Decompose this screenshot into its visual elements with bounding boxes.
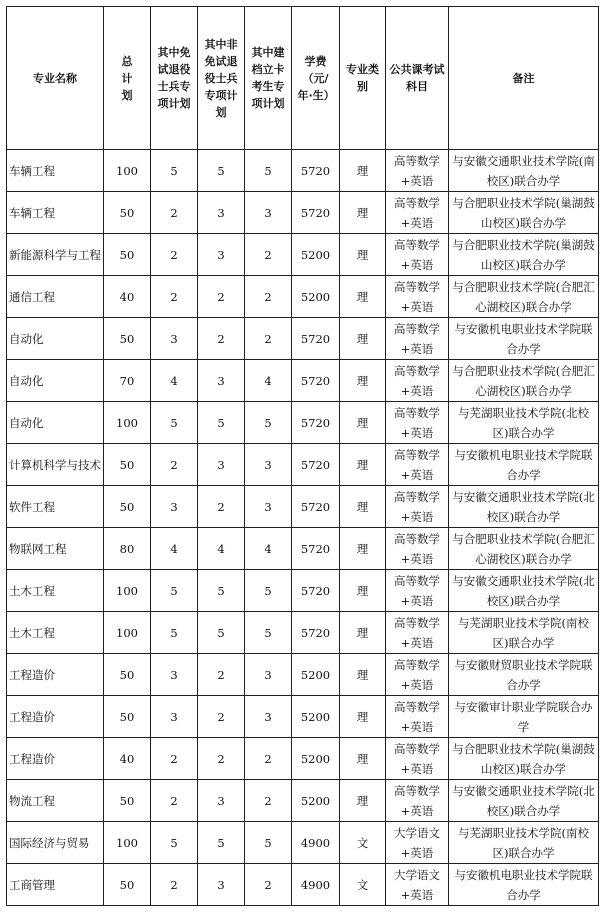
cell-note: 与合肥职业技术学院(巢湖鼓山校区)联合办学 [449, 234, 599, 276]
cell-category: 理 [340, 276, 386, 318]
cell-veteran-exempt: 5 [151, 612, 198, 654]
table-row [7, 402, 599, 444]
cell-veteran-exempt: 2 [151, 192, 198, 234]
cell-exam: 高等数学+英语 [386, 486, 449, 528]
table-row [7, 234, 599, 276]
cell-total: 50 [104, 486, 151, 528]
cell-major: 土木工程 [7, 612, 104, 654]
cell-note: 与合肥职业技术学院(巢湖鼓山校区)联合办学 [449, 192, 599, 234]
cell-category: 理 [340, 150, 386, 192]
table-row [7, 864, 599, 906]
cell-poverty: 3 [245, 192, 292, 234]
cell-total: 50 [104, 780, 151, 822]
cell-veteran-exempt: 3 [151, 654, 198, 696]
cell-veteran-nonexempt: 3 [198, 360, 245, 402]
cell-exam: 高等数学+英语 [386, 528, 449, 570]
table-row [7, 192, 599, 234]
cell-total: 100 [104, 402, 151, 444]
cell-note: 与安徽机电职业技术学院联合办学 [449, 444, 599, 486]
cell-total: 100 [104, 570, 151, 612]
cell-poverty: 5 [245, 570, 292, 612]
cell-exam: 高等数学+英语 [386, 318, 449, 360]
cell-tuition: 5720 [292, 402, 340, 444]
cell-veteran-nonexempt: 2 [198, 654, 245, 696]
cell-tuition: 5720 [292, 570, 340, 612]
cell-exam: 高等数学+英语 [386, 360, 449, 402]
cell-exam: 高等数学+英语 [386, 402, 449, 444]
enrollment-plan-table [6, 6, 599, 906]
cell-veteran-nonexempt: 5 [198, 570, 245, 612]
header-major: 专业名称 [7, 7, 104, 150]
cell-major: 通信工程 [7, 276, 104, 318]
table-row [7, 318, 599, 360]
cell-exam: 高等数学+英语 [386, 276, 449, 318]
cell-category: 理 [340, 528, 386, 570]
cell-major: 物联网工程 [7, 528, 104, 570]
cell-total: 100 [104, 822, 151, 864]
cell-veteran-exempt: 5 [151, 402, 198, 444]
cell-poverty: 5 [245, 402, 292, 444]
cell-major: 国际经济与贸易 [7, 822, 104, 864]
cell-veteran-nonexempt: 3 [198, 444, 245, 486]
cell-exam: 高等数学+英语 [386, 612, 449, 654]
header-tuition: 学费（元/年·生） [292, 7, 340, 150]
cell-tuition: 5720 [292, 150, 340, 192]
cell-major: 自动化 [7, 360, 104, 402]
cell-note: 与芜湖职业技术学院(南校区)联合办学 [449, 822, 599, 864]
cell-veteran-nonexempt: 2 [198, 696, 245, 738]
cell-note: 与安徽交通职业技术学院(北校区)联合办学 [449, 486, 599, 528]
cell-category: 文 [340, 822, 386, 864]
cell-tuition: 5720 [292, 612, 340, 654]
cell-veteran-exempt: 3 [151, 696, 198, 738]
cell-total: 50 [104, 696, 151, 738]
cell-veteran-exempt: 4 [151, 528, 198, 570]
cell-category: 理 [340, 738, 386, 780]
cell-poverty: 2 [245, 234, 292, 276]
header-poverty: 其中建档立卡考生专项计划 [245, 7, 292, 150]
table-row [7, 570, 599, 612]
table-row [7, 654, 599, 696]
cell-major: 土木工程 [7, 570, 104, 612]
cell-category: 文 [340, 864, 386, 906]
header-category: 专业类别 [340, 7, 386, 150]
cell-veteran-exempt: 2 [151, 738, 198, 780]
cell-category: 理 [340, 570, 386, 612]
cell-veteran-nonexempt: 4 [198, 528, 245, 570]
cell-tuition: 5200 [292, 234, 340, 276]
cell-tuition: 5720 [292, 360, 340, 402]
cell-total: 80 [104, 528, 151, 570]
cell-veteran-nonexempt: 3 [198, 864, 245, 906]
cell-major: 工程造价 [7, 654, 104, 696]
cell-poverty: 3 [245, 696, 292, 738]
cell-major: 自动化 [7, 402, 104, 444]
table-row [7, 822, 599, 864]
table-row [7, 360, 599, 402]
header-total: 总计划 [104, 7, 151, 150]
cell-veteran-exempt: 2 [151, 444, 198, 486]
cell-veteran-nonexempt: 5 [198, 150, 245, 192]
cell-veteran-nonexempt: 3 [198, 780, 245, 822]
cell-veteran-exempt: 5 [151, 822, 198, 864]
cell-poverty: 3 [245, 654, 292, 696]
cell-total: 50 [104, 864, 151, 906]
table-row [7, 150, 599, 192]
table-row [7, 780, 599, 822]
cell-note: 与合肥职业技术学院(合肥汇心湖校区)联合办学 [449, 360, 599, 402]
cell-veteran-nonexempt: 2 [198, 276, 245, 318]
cell-total: 50 [104, 318, 151, 360]
cell-veteran-exempt: 3 [151, 318, 198, 360]
cell-total: 50 [104, 192, 151, 234]
cell-poverty: 2 [245, 276, 292, 318]
cell-total: 50 [104, 654, 151, 696]
table-row [7, 444, 599, 486]
cell-veteran-nonexempt: 5 [198, 822, 245, 864]
cell-category: 理 [340, 780, 386, 822]
cell-veteran-nonexempt: 2 [198, 486, 245, 528]
cell-veteran-nonexempt: 5 [198, 612, 245, 654]
cell-tuition: 5200 [292, 780, 340, 822]
cell-category: 理 [340, 486, 386, 528]
cell-category: 理 [340, 402, 386, 444]
cell-tuition: 5200 [292, 276, 340, 318]
table-row [7, 612, 599, 654]
cell-note: 与芜湖职业技术学院(北校区)联合办学 [449, 402, 599, 444]
cell-major: 自动化 [7, 318, 104, 360]
cell-note: 与安徽交通职业技术学院(北校区)联合办学 [449, 780, 599, 822]
cell-tuition: 4900 [292, 864, 340, 906]
cell-major: 工程造价 [7, 696, 104, 738]
cell-exam: 高等数学+英语 [386, 780, 449, 822]
cell-note: 与安徽审计职业学院联合办学 [449, 696, 599, 738]
cell-tuition: 5720 [292, 192, 340, 234]
cell-note: 与合肥职业技术学院(合肥汇心湖校区)联合办学 [449, 276, 599, 318]
cell-note: 与安徽交通职业技术学院(南校区)联合办学 [449, 150, 599, 192]
cell-major: 新能源科学与工程 [7, 234, 104, 276]
cell-poverty: 2 [245, 738, 292, 780]
cell-category: 理 [340, 234, 386, 276]
cell-total: 100 [104, 150, 151, 192]
cell-poverty: 3 [245, 444, 292, 486]
cell-poverty: 2 [245, 780, 292, 822]
cell-exam: 大学语文+英语 [386, 864, 449, 906]
table-row [7, 276, 599, 318]
cell-note: 与安徽财贸职业技术学院联合办学 [449, 654, 599, 696]
cell-poverty: 2 [245, 864, 292, 906]
cell-major: 计算机科学与技术 [7, 444, 104, 486]
cell-veteran-nonexempt: 3 [198, 234, 245, 276]
table-row [7, 696, 599, 738]
header-exam: 公共课考试科目 [386, 7, 449, 150]
cell-exam: 高等数学+英语 [386, 444, 449, 486]
cell-veteran-exempt: 5 [151, 570, 198, 612]
cell-note: 与合肥职业技术学院(巢湖鼓山校区)联合办学 [449, 738, 599, 780]
header-veteran-nonexempt: 其中非免试退役士兵专项计划 [198, 7, 245, 150]
cell-note: 与安徽机电职业技术学院联合办学 [449, 864, 599, 906]
cell-tuition: 5200 [292, 696, 340, 738]
cell-exam: 高等数学+英语 [386, 192, 449, 234]
cell-veteran-exempt: 2 [151, 780, 198, 822]
cell-category: 理 [340, 654, 386, 696]
header-row [7, 7, 599, 150]
cell-major: 车辆工程 [7, 150, 104, 192]
cell-note: 与芜湖职业技术学院(南校区)联合办学 [449, 612, 599, 654]
cell-major: 车辆工程 [7, 192, 104, 234]
table-row [7, 528, 599, 570]
cell-tuition: 4900 [292, 822, 340, 864]
cell-total: 50 [104, 234, 151, 276]
cell-category: 理 [340, 318, 386, 360]
enrollment-plan-document [6, 6, 599, 906]
header-note: 备注 [449, 7, 599, 150]
cell-note: 与安徽机电职业技术学院联合办学 [449, 318, 599, 360]
cell-tuition: 5720 [292, 318, 340, 360]
cell-category: 理 [340, 192, 386, 234]
cell-exam: 高等数学+英语 [386, 654, 449, 696]
cell-poverty: 3 [245, 486, 292, 528]
cell-total: 40 [104, 276, 151, 318]
cell-total: 100 [104, 612, 151, 654]
cell-veteran-nonexempt: 5 [198, 402, 245, 444]
cell-major: 软件工程 [7, 486, 104, 528]
cell-poverty: 4 [245, 528, 292, 570]
cell-tuition: 5200 [292, 654, 340, 696]
table-body [7, 150, 599, 906]
cell-veteran-exempt: 2 [151, 864, 198, 906]
cell-poverty: 2 [245, 318, 292, 360]
cell-exam: 高等数学+英语 [386, 696, 449, 738]
cell-veteran-exempt: 2 [151, 234, 198, 276]
cell-veteran-exempt: 4 [151, 360, 198, 402]
cell-exam: 大学语文+英语 [386, 822, 449, 864]
header-veteran-exempt: 其中免试退役士兵专项计划 [151, 7, 198, 150]
cell-note: 与合肥职业技术学院(合肥汇心湖校区)联合办学 [449, 528, 599, 570]
cell-category: 理 [340, 360, 386, 402]
cell-major: 工程造价 [7, 738, 104, 780]
cell-veteran-exempt: 5 [151, 150, 198, 192]
cell-tuition: 5200 [292, 738, 340, 780]
cell-category: 理 [340, 444, 386, 486]
cell-poverty: 5 [245, 150, 292, 192]
cell-exam: 高等数学+英语 [386, 570, 449, 612]
cell-veteran-exempt: 2 [151, 276, 198, 318]
cell-tuition: 5720 [292, 486, 340, 528]
cell-exam: 高等数学+英语 [386, 738, 449, 780]
cell-exam: 高等数学+英语 [386, 150, 449, 192]
cell-category: 理 [340, 696, 386, 738]
cell-total: 50 [104, 444, 151, 486]
cell-veteran-nonexempt: 2 [198, 318, 245, 360]
cell-tuition: 5720 [292, 444, 340, 486]
table-row [7, 486, 599, 528]
cell-major: 物流工程 [7, 780, 104, 822]
cell-poverty: 5 [245, 822, 292, 864]
table-row [7, 738, 599, 780]
cell-total: 40 [104, 738, 151, 780]
cell-note: 与安徽交通职业技术学院(北校区)联合办学 [449, 570, 599, 612]
cell-veteran-nonexempt: 3 [198, 192, 245, 234]
cell-exam: 高等数学+英语 [386, 234, 449, 276]
cell-poverty: 4 [245, 360, 292, 402]
cell-veteran-exempt: 3 [151, 486, 198, 528]
cell-veteran-nonexempt: 2 [198, 738, 245, 780]
cell-category: 理 [340, 612, 386, 654]
cell-tuition: 5720 [292, 528, 340, 570]
cell-major: 工商管理 [7, 864, 104, 906]
cell-poverty: 5 [245, 612, 292, 654]
cell-total: 70 [104, 360, 151, 402]
